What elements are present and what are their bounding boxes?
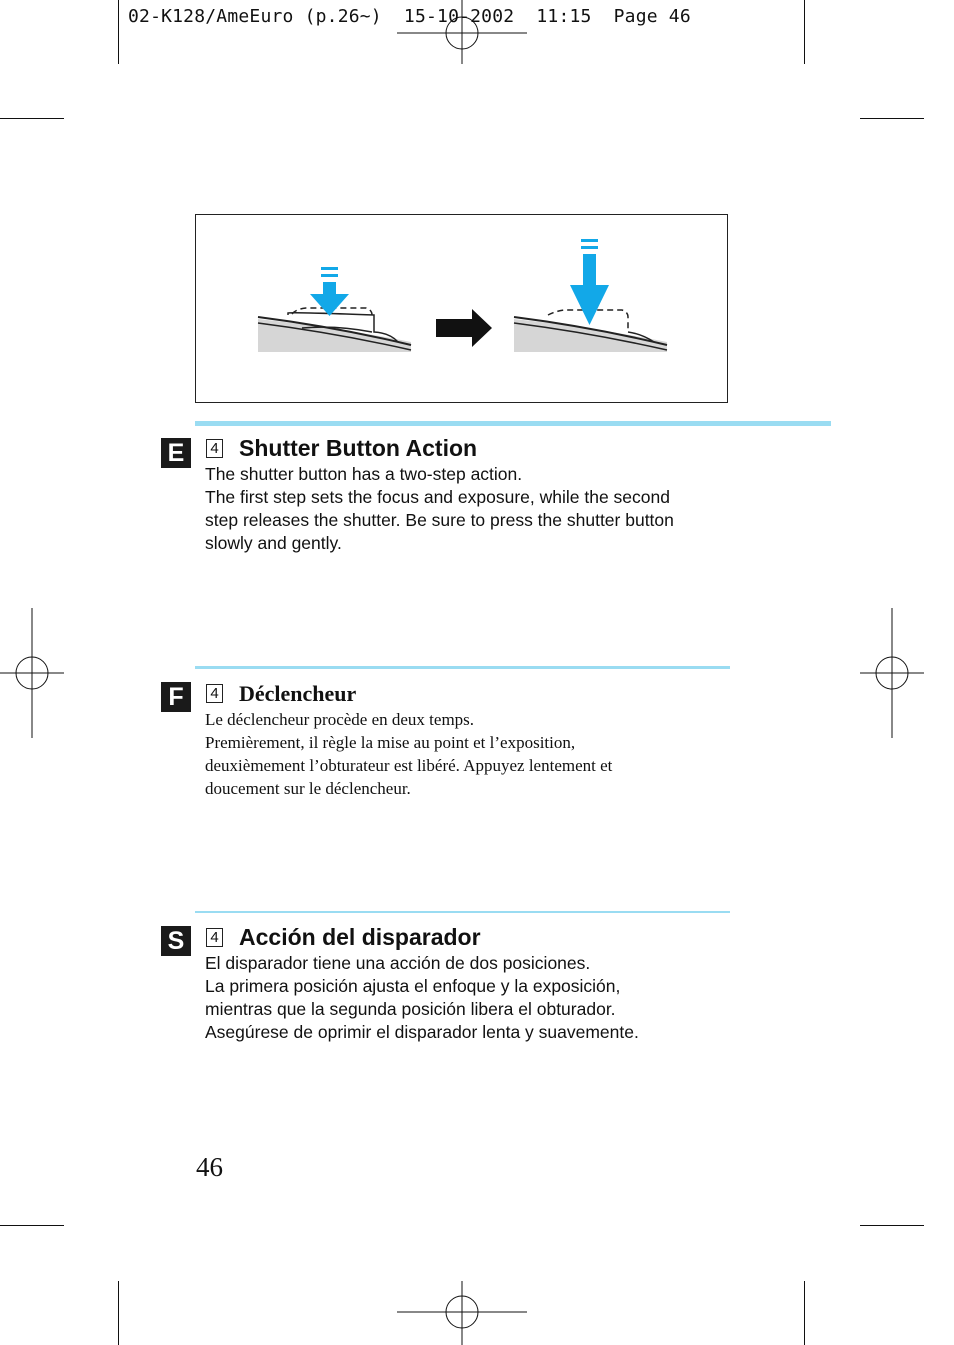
section-heading-french: Déclencheur (239, 681, 357, 706)
lang-badge-spanish: S (161, 926, 191, 956)
shutter-illustration (195, 214, 728, 403)
section-body-spanish: El disparador tiene una acción de dos posiciones. La primera posición ajusta el enfoque y la exposición, mientras que la segunda posición libera el obturador. Asegúrese de oprimir el disparador lenta y suavemente. (205, 953, 639, 1042)
printer-slug: 02-K128/AmeEuro (p.26~) 15-10-2002 11:15 Page 46 (128, 6, 691, 27)
section-body-french: Le déclencheur procède en deux temps. Premièrement, il règle la mise au point et l’exposition, deuxièmement l’obturateur est libéré. Appuyez lentement et doucement sur le déclencheur. (205, 710, 613, 798)
step-number-box: 4 (206, 928, 223, 947)
section-rule-french (195, 666, 730, 669)
section-body-english: The shutter button has a two-step action. The first step sets the focus and exposure, while the second step releases the shutter. Be sure to press the shutter button slowly and gently. (205, 464, 674, 553)
step-number-box: 4 (206, 684, 223, 703)
half-press-diagram (258, 267, 411, 352)
section-rule-english (195, 421, 831, 426)
next-step-arrow-icon (436, 309, 492, 347)
step-number-box: 4 (206, 439, 223, 458)
lang-badge-english: E (161, 438, 191, 468)
section-heading-spanish: Acción del disparador (239, 924, 481, 950)
section-heading-english: Shutter Button Action (239, 435, 478, 461)
section-rule-spanish (195, 911, 730, 913)
page-number: 46 (196, 1152, 223, 1182)
lang-badge-french: F (161, 682, 191, 712)
full-press-diagram (514, 239, 667, 352)
